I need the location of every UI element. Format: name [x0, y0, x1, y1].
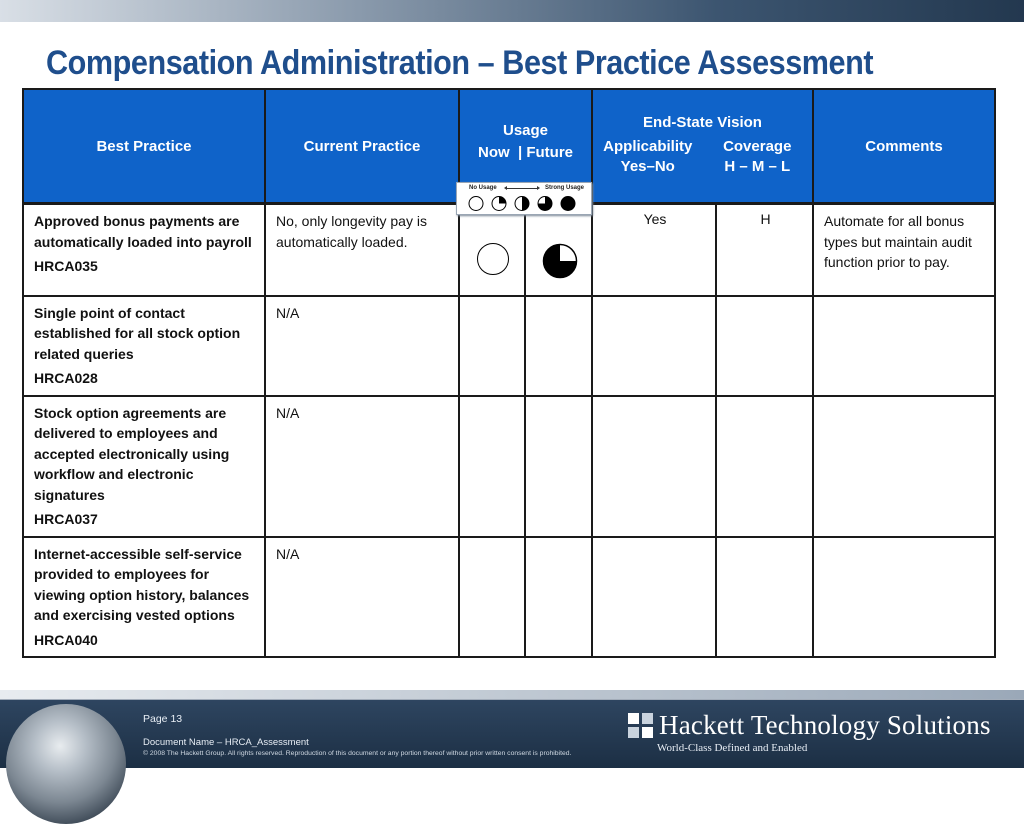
header-best-practice: Best Practice: [23, 89, 265, 204]
globe-icon: [6, 704, 126, 824]
usage-future-cell: [525, 204, 592, 296]
legend-no-usage-label: No Usage: [469, 185, 497, 191]
header-applicability: Applicability: [603, 138, 693, 155]
header-vision-label: End-State Vision: [643, 114, 762, 131]
applicability-cell: [592, 296, 716, 396]
table-row: [23, 537, 995, 658]
applicability-cell: Yes: [592, 204, 716, 296]
practice-code: HRCA035: [34, 258, 98, 274]
copyright-notice: © 2008 The Hackett Group. All rights reserved. Reproduction of this document or any portion thereof without prior written consent is prohibited.: [143, 750, 572, 757]
usage-now-cell: [459, 396, 525, 537]
table-row: [23, 204, 995, 296]
header-current-practice: Current Practice: [265, 89, 459, 204]
header-applicability-values: Yes–No: [620, 158, 675, 175]
hackett-logo-icon: [628, 713, 654, 739]
comments-cell: [813, 396, 995, 537]
header-coverage-values: H – M – L: [724, 158, 791, 175]
practice-code: HRCA028: [34, 370, 98, 386]
best-practice-text: Stock option agreements are delivered to employees and accepted electronically using workflow and electronic signatures: [34, 404, 230, 503]
legend-half-icon: [515, 197, 529, 211]
coverage-cell: [716, 296, 813, 396]
comments-cell: [813, 537, 995, 658]
legend-none-icon: [469, 197, 483, 211]
top-banner: [0, 0, 1024, 22]
applicability-cell: [592, 396, 716, 537]
header-end-state-vision: [592, 89, 813, 204]
usage-none-icon: [477, 243, 509, 275]
brand-name: Hackett Technology Solutions: [659, 710, 991, 740]
header-usage-sub: Now | Future: [477, 144, 574, 161]
table-row: [23, 396, 995, 537]
coverage-cell: [716, 537, 813, 658]
current-practice-cell: N/A: [265, 396, 459, 537]
best-practice-cell: [23, 204, 265, 296]
current-practice-cell: N/A: [265, 296, 459, 396]
best-practice-cell: [23, 396, 265, 537]
applicability-cell: [592, 537, 716, 658]
legend-strong-usage-label: Strong Usage: [545, 185, 585, 191]
usage-now-cell: [459, 204, 525, 296]
comments-cell: [813, 296, 995, 396]
header-comments: Comments: [813, 89, 995, 204]
legend-quarter-icon: [492, 197, 506, 211]
current-practice-cell: No, only longevity pay is automatically loaded.: [265, 204, 459, 296]
coverage-cell: H: [716, 204, 813, 296]
usage-now-cell: [459, 537, 525, 658]
brand-tagline: World-Class Defined and Enabled: [657, 742, 808, 754]
legend-three-quarter-icon: [538, 197, 552, 211]
legend-full-icon: [561, 197, 575, 211]
page-number: Page 13: [143, 713, 183, 725]
best-practice-text: Single point of contact established for all stock option related queries: [34, 304, 241, 362]
usage-legend: [456, 182, 592, 215]
best-practice-cell: [23, 296, 265, 396]
coverage-cell: [716, 396, 813, 537]
usage-future-cell: [525, 296, 592, 396]
page-title: Compensation Administration – Best Practice Assessment: [46, 44, 874, 82]
best-practice-text: Internet-accessible self-service provided to employees for viewing option history, balances and exercising vested options: [34, 545, 250, 623]
practice-code: HRCA040: [34, 631, 98, 648]
usage-three-quarter-icon: [542, 243, 578, 279]
practice-code: HRCA037: [34, 511, 98, 527]
legend-scale: [467, 195, 583, 212]
comments-cell: Automate for all bonus types but maintain audit function prior to pay.: [813, 204, 995, 296]
best-practice-text: Approved bonus payments are automatically loaded into payroll: [34, 213, 252, 250]
double-arrow-icon: [507, 188, 537, 189]
usage-future-cell: [525, 537, 592, 658]
usage-now-cell: [459, 296, 525, 396]
usage-future-cell: [525, 396, 592, 537]
header-coverage: Coverage: [723, 138, 792, 155]
document-name: Document Name – HRCA_Assessment: [143, 737, 309, 748]
assessment-table: [22, 88, 996, 658]
header-usage-label: Usage: [502, 122, 549, 139]
best-practice-cell: [23, 537, 265, 658]
table-row: [23, 296, 995, 396]
current-practice-cell: N/A: [265, 537, 459, 658]
